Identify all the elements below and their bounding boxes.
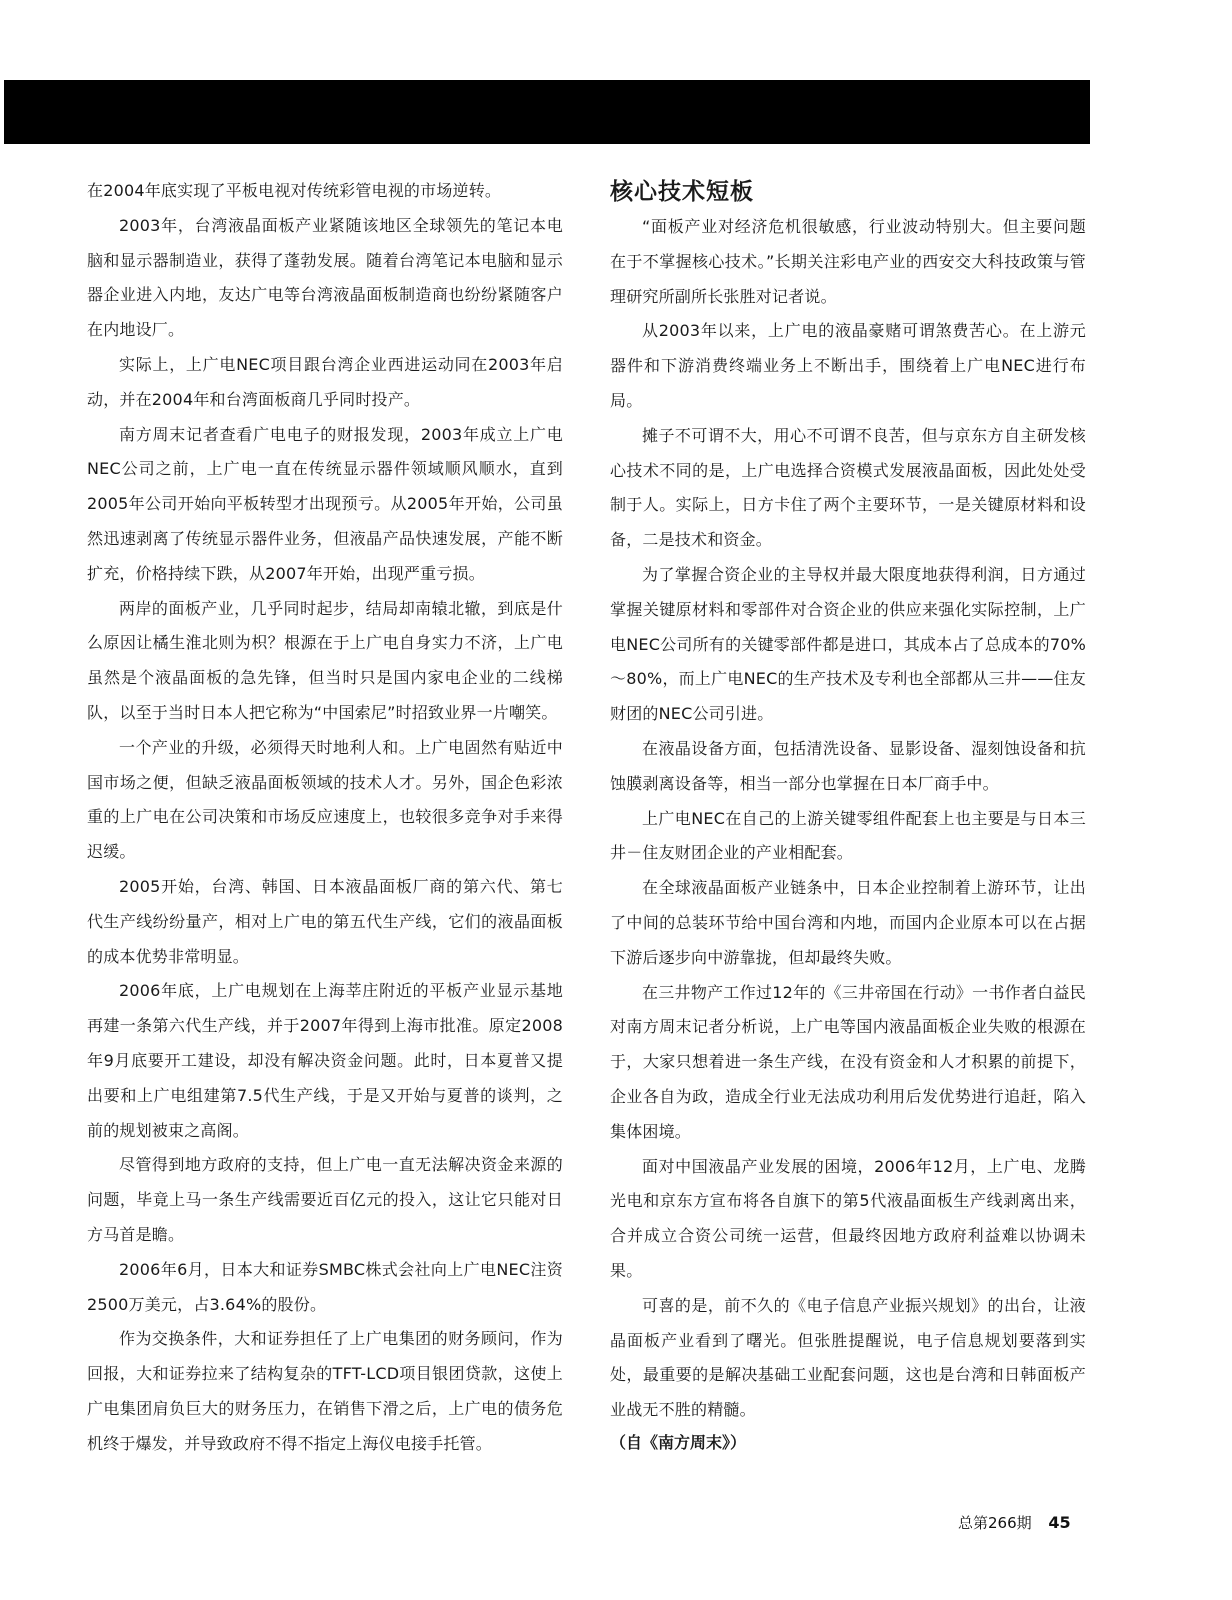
paragraph: 作为交换条件，大和证券担任了上广电集团的财务顾问，作为回报，大和证券拉来了结构复杂的TFT-LCD项目银团贷款，这使上广电集团肩负巨大的财务压力，在销售下滑之后，上广电的债务危机终于爆发，并导致政府不得不指定上海仪电接手托管。 — [87, 1329, 563, 1453]
paragraph: 摊子不可谓不大，用心不可谓不良苦，但与京东方自主研发核心技术不同的是，上广电选择合资模式发展液晶面板，因此处处受制于人。实际上，日方卡住了两个主要环节，一是关键原材料和设备，二是技术和资金。 — [610, 425, 1086, 550]
paragraph: 尽管得到地方政府的支持，但上广电一直无法解决资金来源的问题，毕竟上马一条生产线需要近百亿元的投入，这让它只能对日方马首是瞻。 — [87, 1155, 563, 1244]
paragraph: 面对中国液晶产业发展的困境，2006年12月，上广电、龙腾光电和京东方宣布将各自旗下的第5代液晶面板生产线剥离出来，合并成立合资公司统一运营，但最终因地方政府利益难以协调未果。 — [610, 1156, 1086, 1280]
paragraph: 2003年，台湾液晶面板产业紧随该地区全球领先的笔记本电脑和显示器制造业，获得了蓬勃发展。随着台湾笔记本电脑和显示器企业进入内地，友达广电等台湾液晶面板制造商也纷纷紧随客户在内地设厂。 — [87, 215, 563, 340]
right-column — [610, 174, 1086, 1458]
paragraph: 在液晶设备方面，包括清洗设备、显影设备、湿刻蚀设备和抗蚀膜剥离设备等，相当一部分也掌握在日本厂商手中。 — [610, 738, 1086, 793]
header-banner — [4, 80, 1090, 144]
paragraph: 2006年底，上广电规划在上海莘庄附近的平板产业显示基地再建一条第六代生产线，并于2007年得到上海市批准。原定2008年9月底要开工建设，却没有解决资金问题。此时，日本夏普又提出要和上广电组建第7.5代生产线，于是又开始与夏普的谈判，之前的规划被束之高阁。 — [87, 981, 563, 1140]
paragraph: 一个产业的升级，必须得天时地利人和。上广电固然有贴近中国市场之便，但缺乏液晶面板领域的技术人才。另外，国企色彩浓重的上广电在公司决策和市场反应速度上，也较很多竞争对手来得迟缓。 — [87, 737, 563, 862]
paragraph: 2005开始，台湾、韩国、日本液晶面板厂商的第六代、第七代生产线纷纷量产，相对上广电的第五代生产线，它们的液晶面板的成本优势非常明显。 — [87, 876, 563, 966]
paragraph: 为了掌握合资企业的主导权并最大限度地获得利润，日方通过掌握关键原材料和零部件对合资企业的供应来强化实际控制，上广电NEC公司所有的关键零部件都是进口，其成本占了总成本的70%～80%，而上广电NEC的生产技术及专利也全部都从三井——住友财团的NEC公司引进。 — [610, 564, 1086, 724]
left-column — [87, 174, 563, 1461]
paragraph: 上广电NEC在自己的上游关键零组件配套上也主要是与日本三井－住友财团企业的产业相配套。 — [610, 808, 1086, 863]
issue-number: 总第266期 — [958, 1514, 1032, 1532]
paragraph: 2006年6月，日本大和证券SMBC株式会社向上广电NEC注资 2500万美元，占3.64%的股份。 — [87, 1259, 563, 1314]
paragraph: 在2004年底实现了平板电视对传统彩管电视的市场逆转。 — [87, 181, 502, 200]
paragraph: 可喜的是，前不久的《电子信息产业振兴规划》的出台，让液晶面板产业看到了曙光。但张胜提醒说，电子信息规划要落到实处，最重要的是解决基础工业配套问题，这也是台湾和日韩面板产业战无不胜的精髓。 — [610, 1295, 1086, 1420]
paragraph: 在三井物产工作过12年的《三井帝国在行动》一书作者白益民对南方周末记者分析说，上广电等国内液晶面板企业失败的根源在于，大家只想着进一条生产线，在没有资金和人才积累的前提下，企业各自为政，造成全行业无法成功利用后发优势进行追赶，陷入集体困境。 — [610, 982, 1086, 1141]
paragraph: 实际上，上广电NEC项目跟台湾企业西进运动同在2003年启动，并在2004年和台湾面板商几乎同时投产。 — [87, 354, 563, 409]
page-footer — [958, 1512, 1071, 1533]
source-attribution: （自《南方周末》） — [610, 1432, 747, 1452]
section-heading: 核心技术短板 — [610, 179, 754, 205]
paragraph: “面板产业对经济危机很敏感，行业波动特别大。但主要问题在于不掌握核心技术。”长期关注彩电产业的西安交大科技政策与管理研究所副所长张胜对记者说。 — [610, 217, 1086, 306]
paragraph: 从2003年以来，上广电的液晶豪赌可谓煞费苦心。在上游元器件和下游消费终端业务上不断出手，围绕着上广电NEC进行布局。 — [610, 321, 1086, 410]
paragraph: 在全球液晶面板产业链条中，日本企业控制着上游环节，让出了中间的总装环节给中国台湾和内地，而国内企业原本可以在占据下游后逐步向中游靠拢，但却最终失败。 — [610, 878, 1086, 967]
page-number: 45 — [1048, 1513, 1071, 1532]
paragraph: 两岸的面板产业，几乎同时起步，结局却南辕北辙，到底是什么原因让橘生淮北则为枳？根源在于上广电自身实力不济，上广电虽然是个液晶面板的急先锋，但当时只是国内家电企业的二线梯队，以至于当时日本人把它称为“中国索尼”时招致业界一片嘲笑。 — [87, 598, 563, 722]
paragraph: 南方周末记者查看广电电子的财报发现，2003年成立上广电NEC公司之前，上广电一直在传统显示器件领域顺风顺水，直到2005年公司开始向平板转型才出现预亏。从2005年开始，公司虽然迅速剥离了传统显示器件业务，但液晶产品快速发展，产能不断扩充，价格持续下跌，从2007年开始，出现严重亏损。 — [87, 424, 563, 583]
